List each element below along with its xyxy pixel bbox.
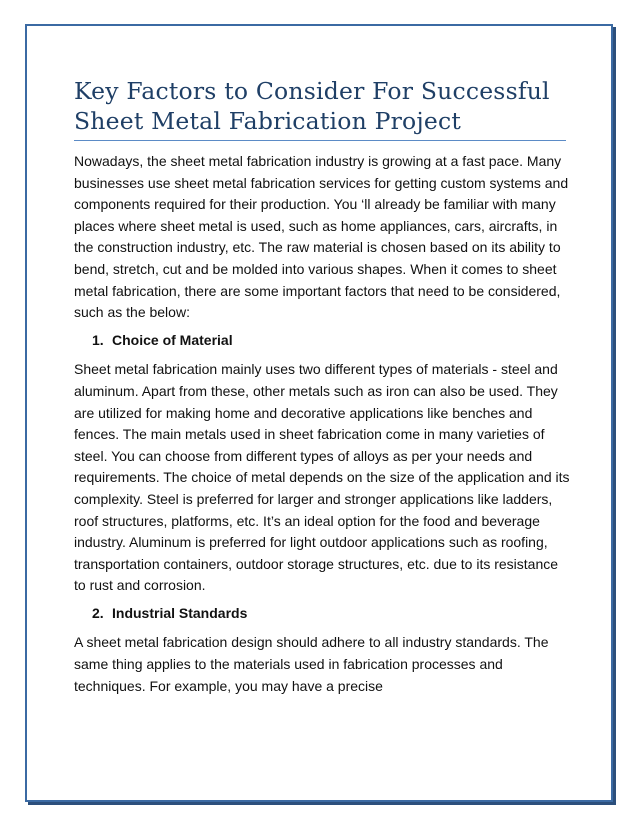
- section-heading-text: Choice of Material: [112, 331, 233, 348]
- standards-paragraph: A sheet metal fabrication design should adhere to all industry standards. The same thing applies to the materials used in fabrication processes and techniques. For example, you may have a precise: [74, 634, 549, 694]
- section-heading-standards: [74, 603, 574, 625]
- title-line-1: Key Factors to Consider For Successful: [74, 77, 550, 105]
- document-body: [74, 76, 574, 697]
- section-number: 2.: [92, 604, 104, 621]
- section-number: 1.: [92, 331, 104, 348]
- intro-paragraph: Nowadays, the sheet metal fabrication industry is growing at a fast pace. Many businesses use sheet metal fabrication services for getting custom systems and components required for their production. You ‘ll already be familiar with many places where sheet metal is used, such as home appliances, cars, aircrafts, in the construction industry, etc. The raw material is chosen based on its ability to bend, stretch, cut and be molded into various shapes. When it comes to sheet metal fabrication, there are some important factors that need to be considered, such as the below:: [74, 153, 569, 321]
- document-title: [74, 76, 566, 141]
- section-heading-text: Industrial Standards: [112, 604, 248, 621]
- material-paragraph: Sheet metal fabrication mainly uses two different types of materials - steel and aluminum. Apart from these, other metals such as iron can also be used. They are utilized for making home and decorative applications like benches and fences. The main metals used in sheet fabrication come in many varieties of steel. You can choose from different types of alloys as per your needs and requirements. The choice of metal depends on the size of the application and its complexity. Steel is preferred for larger and stronger applications like ladders, roof structures, platforms, etc. It’s an ideal option for the food and beverage industry. Aluminum is preferred for light outdoor applications such as roofing, transportation containers, outdoor storage structures, etc. due to its resistance to rust and corrosion.: [74, 361, 570, 594]
- title-line-2: Sheet Metal Fabrication Project: [74, 107, 461, 135]
- section-heading-material: [74, 330, 574, 352]
